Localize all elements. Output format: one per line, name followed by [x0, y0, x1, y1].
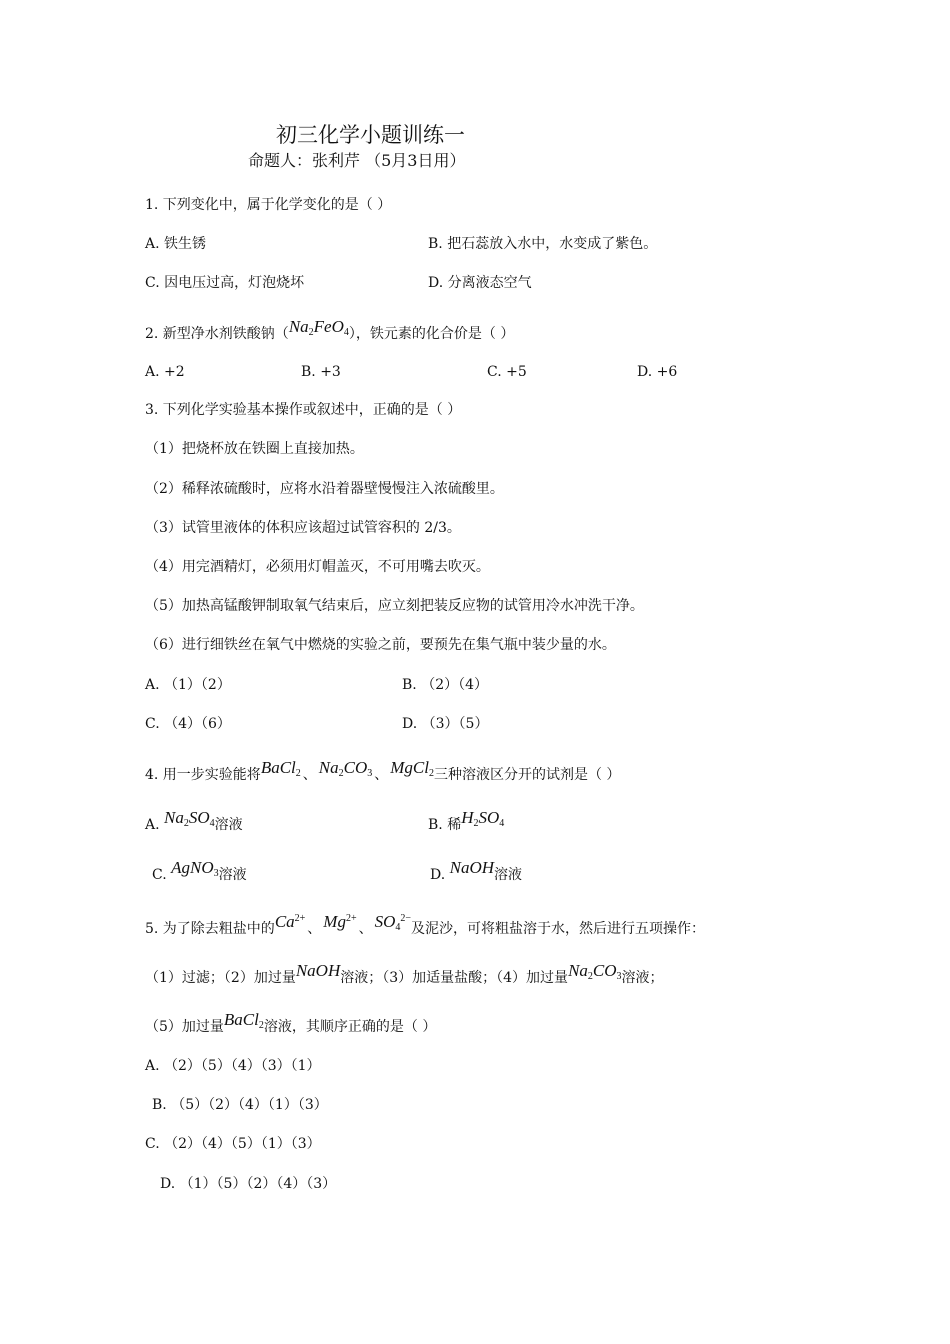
- question-3-option-a: A. （1）（2）: [145, 677, 231, 693]
- option-letter: A.: [145, 817, 160, 833]
- operation-text: （1）过滤；（2）加过量: [145, 970, 296, 986]
- question-5-stem-post: 及泥沙，可将粗盐溶于水，然后进行五项操作：: [411, 921, 706, 937]
- formula-ca-ion: $Ca^{2+}$: [274, 912, 306, 931]
- separator: 、: [374, 767, 389, 783]
- question-3-item: （3）试管里液体的体积应该超过试管容积的 2/3。: [145, 520, 461, 536]
- question-3-option-d: D. （3）（5）: [402, 716, 489, 732]
- question-4-stem-pre: 4. 用一步实验能将: [145, 767, 261, 783]
- question-4-stem-post: 三种溶液区分开的试剂是（ ）: [433, 767, 621, 783]
- page-title: 初三化学小题训练一: [276, 123, 465, 147]
- separator: 、: [307, 921, 322, 937]
- operation-text: 溶液，其顺序正确的是（ ）: [263, 1019, 437, 1035]
- formula-na2co3: $Na_2CO_3$: [568, 961, 622, 982]
- question-2-option-b: B. +3: [301, 364, 341, 380]
- question-2-option-d: D. +6: [637, 364, 678, 380]
- question-4-option-c: [152, 858, 247, 887]
- separator: 、: [302, 767, 317, 783]
- question-5-operation-5: [145, 1010, 437, 1039]
- question-4-option-d: [430, 858, 523, 885]
- question-5-option-c: C. （2）（4）（5）（1）（3）: [145, 1136, 321, 1152]
- operation-text: 溶液；: [621, 970, 664, 986]
- option-letter: C.: [152, 867, 167, 883]
- question-5-option-a: A. （2）（5）（4）（3）（1）: [145, 1058, 321, 1074]
- question-1-stem: 1. 下列变化中，属于化学变化的是（ ）: [145, 197, 392, 213]
- question-3-option-c: C. （4）（6）: [145, 716, 231, 732]
- question-3-item: （4）用完酒精灯，必须用灯帽盖灭，不可用嘴去吹灭。: [145, 559, 490, 575]
- question-3-item: （6）进行细铁丝在氧气中燃烧的实验之前，要预先在集气瓶中装少量的水。: [145, 637, 616, 653]
- formula-bacl2: BaCl$_2$: [223, 1010, 264, 1031]
- page-subtitle: 命题人：张利芹 （5月3日用）: [248, 151, 466, 170]
- formula-h2so4: $H_2SO_4$: [461, 808, 505, 829]
- question-3-option-b: B. （2）（4）: [402, 677, 489, 693]
- question-2-option-a: A. +2: [145, 364, 185, 380]
- formula-so4-ion: $SO_4^{2-}$: [374, 912, 412, 933]
- question-5-stem-pre: 5. 为了除去粗盐中的: [145, 921, 275, 937]
- question-5-option-d: D. （1）（5）（2）（4）（3）: [160, 1176, 337, 1192]
- question-2-stem-post: ），铁元素的化合价是（ ）: [348, 326, 515, 342]
- option-suffix: 溶液: [218, 867, 247, 883]
- question-3-stem: 3. 下列化学实验基本操作或叙述中，正确的是（ ）: [145, 402, 462, 418]
- option-letter: D.: [430, 867, 446, 883]
- separator: 、: [358, 921, 373, 937]
- question-1-option-a: A. 铁生锈: [145, 236, 207, 252]
- question-3-item: （1）把烧杯放在铁圈上直接加热。: [145, 441, 364, 457]
- question-3-item: （2）稀释浓硫酸时，应将水沿着器壁慢慢注入浓硫酸里。: [145, 481, 504, 497]
- question-5-operations: [145, 961, 664, 990]
- formula-mgcl2: MgCl$_2$: [390, 758, 434, 779]
- option-letter: B. 稀: [428, 817, 462, 833]
- question-1-option-d: D. 分离液态空气: [428, 275, 532, 291]
- question-2-stem: [145, 317, 515, 346]
- question-2-option-c: C. +5: [487, 364, 527, 380]
- option-suffix: 溶液: [214, 817, 243, 833]
- question-1-option-c: C. 因电压过高，灯泡烧坏: [145, 275, 305, 291]
- formula-naoh: NaOH: [449, 858, 495, 877]
- question-2-stem-pre: 2. 新型净水剂铁酸钠（: [145, 326, 289, 342]
- question-5-stem: [145, 912, 706, 941]
- operation-text: （5）加过量: [145, 1019, 224, 1035]
- operation-text: 溶液；（3）加适量盐酸；（4）加过量: [340, 970, 569, 986]
- question-3-item: （5）加热高锰酸钾制取氧气结束后，应立刻把装反应物的试管用冷水冲洗干净。: [145, 598, 644, 614]
- formula-naoh: NaOH: [295, 961, 341, 980]
- formula-bacl2: BaCl$_2$: [260, 758, 301, 779]
- question-1-option-b: B. 把石蕊放入水中，水变成了紫色。: [428, 236, 658, 252]
- formula-na2so4: $Na_2SO_4$: [164, 808, 215, 829]
- question-4-option-b: [428, 808, 505, 837]
- formula-mg-ion: $Mg^{2+}$: [323, 912, 357, 931]
- formula-na2feo4: $Na_2FeO_4$: [288, 317, 349, 338]
- option-suffix: 溶液: [494, 867, 523, 883]
- formula-agno3: AgNO$_3$: [171, 858, 219, 879]
- formula-na2co3: $Na_2CO_3$: [318, 758, 373, 779]
- question-4-option-a: [145, 808, 243, 837]
- question-4-stem: [145, 758, 621, 787]
- question-5-option-b: B. （5）（2）（4）（1）（3）: [152, 1097, 328, 1113]
